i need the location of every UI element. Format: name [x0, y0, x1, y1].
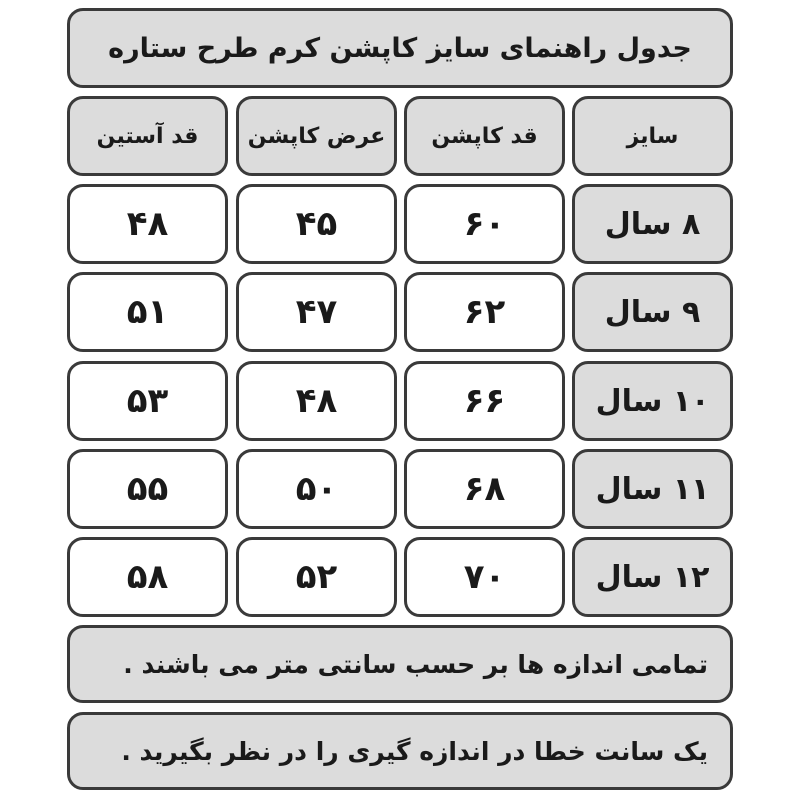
row-size-label: ۱۱ سال [572, 449, 733, 529]
jacket-width-cell: ۴۸ [236, 361, 397, 441]
sleeve-length-cell: ۵۱ [67, 272, 228, 352]
row-size-label: ۹ سال [572, 272, 733, 352]
tolerance-note: یک سانت خطا در اندازه گیری را در نظر بگیرید . [67, 712, 733, 790]
jacket-width-cell: ۴۷ [236, 272, 397, 352]
header-jacket-width: عرض کاپشن [236, 96, 397, 176]
sleeve-length-cell: ۵۵ [67, 449, 228, 529]
jacket-length-cell: ۶۲ [404, 272, 565, 352]
row-size-label: ۱۲ سال [572, 537, 733, 617]
row-size-label: ۱۰ سال [572, 361, 733, 441]
jacket-length-cell: ۷۰ [404, 537, 565, 617]
jacket-length-cell: ۶۸ [404, 449, 565, 529]
jacket-width-cell: ۵۰ [236, 449, 397, 529]
header-sleeve-length: قد آستین [67, 96, 228, 176]
header-size: سایز [572, 96, 733, 176]
sleeve-length-cell: ۵۳ [67, 361, 228, 441]
size-chart-title: جدول راهنمای سایز کاپشن کرم طرح ستاره [67, 8, 733, 88]
header-jacket-length: قد کاپشن [404, 96, 565, 176]
jacket-width-cell: ۵۲ [236, 537, 397, 617]
sleeve-length-cell: ۴۸ [67, 184, 228, 264]
jacket-length-cell: ۶۰ [404, 184, 565, 264]
jacket-length-cell: ۶۶ [404, 361, 565, 441]
measurement-unit-note: تمامی اندازه ها بر حسب سانتی متر می باشند . [67, 625, 733, 703]
sleeve-length-cell: ۵۸ [67, 537, 228, 617]
row-size-label: ۸ سال [572, 184, 733, 264]
jacket-width-cell: ۴۵ [236, 184, 397, 264]
